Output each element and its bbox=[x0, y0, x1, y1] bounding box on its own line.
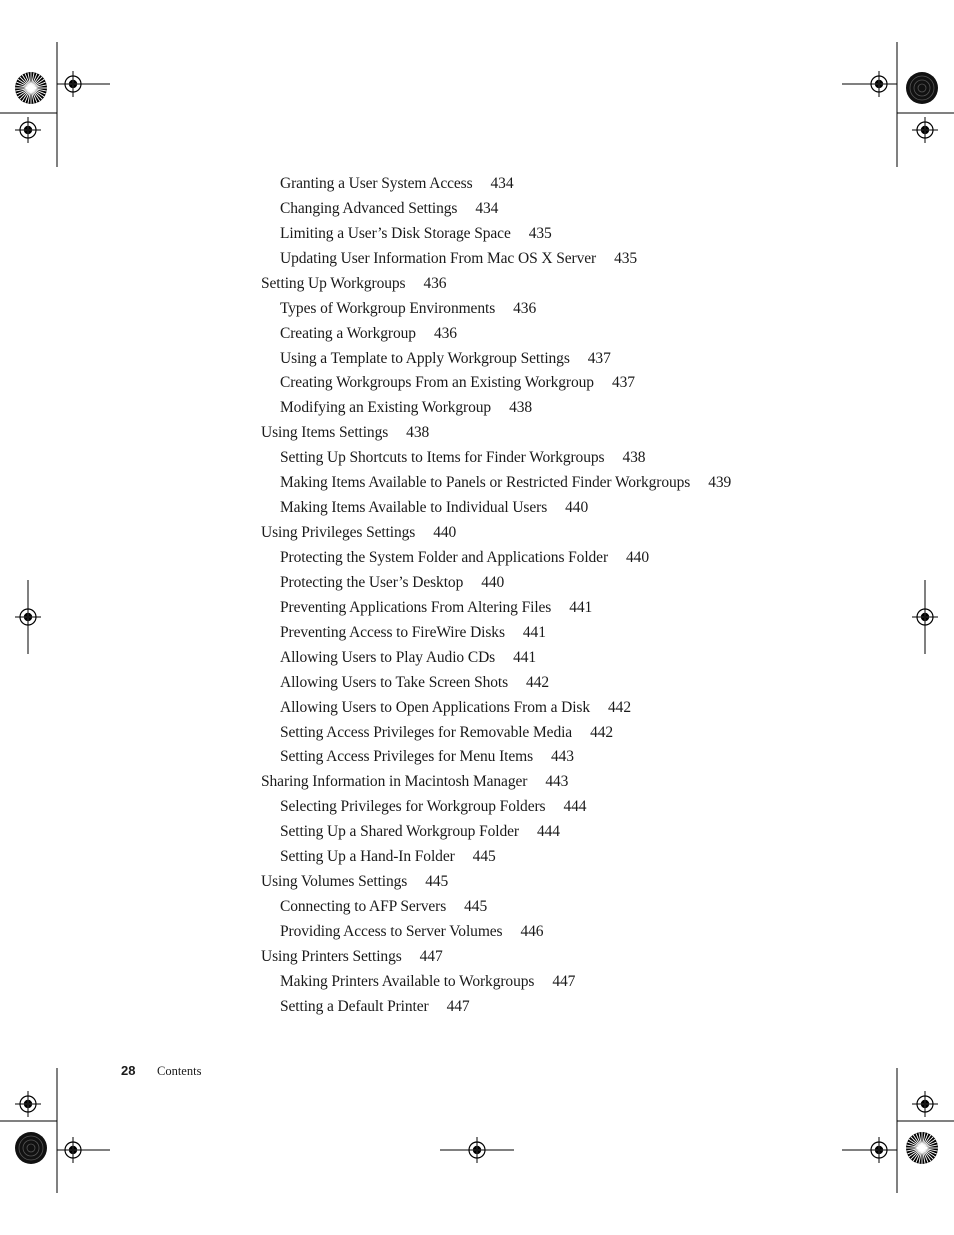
toc-entry-title: Setting Up a Hand-In Folder bbox=[280, 848, 455, 866]
toc-subsection-entry bbox=[280, 398, 532, 418]
toc-entry-page: 439 bbox=[708, 474, 732, 492]
toc-entry-page: 442 bbox=[590, 723, 614, 741]
toc-entry-page: 436 bbox=[513, 299, 537, 317]
toc-entry-page: 438 bbox=[509, 399, 533, 417]
toc-entry-page: 447 bbox=[446, 997, 470, 1015]
toc-subsection-entry bbox=[280, 972, 575, 992]
toc-subsection-entry bbox=[280, 997, 470, 1017]
toc-subsection-entry bbox=[280, 698, 631, 718]
toc-entry-title: Making Items Available to Individual Users bbox=[280, 499, 548, 517]
toc-subsection-entry bbox=[280, 349, 611, 369]
toc-entry-page: 436 bbox=[423, 274, 447, 292]
toc-subsection-entry bbox=[280, 822, 560, 842]
toc-subsection-entry bbox=[280, 249, 637, 269]
toc-entry-title: Granting a User System Access bbox=[280, 175, 473, 192]
toc-entry-page: 438 bbox=[406, 424, 430, 442]
toc-entry-page: 441 bbox=[522, 623, 546, 641]
toc-entry-title: Making Items Available to Panels or Restricted Finder Workgroups bbox=[280, 474, 691, 492]
footer-page-number: 28 bbox=[121, 1063, 136, 1078]
toc-entry-page: 445 bbox=[472, 848, 496, 866]
toc-entry-title: Using Volumes Settings bbox=[261, 873, 408, 890]
registration-mark-icon bbox=[912, 117, 938, 143]
toc-entry-page: 437 bbox=[587, 349, 611, 367]
toc-entry-title: Setting Up a Shared Workgroup Folder bbox=[280, 823, 519, 841]
toc-entry-title: Setting a Default Printer bbox=[280, 997, 429, 1015]
toc-entry-title: Protecting the User’s Desktop bbox=[280, 573, 464, 591]
color-wheel-icon bbox=[15, 1132, 47, 1164]
toc-subsection-entry bbox=[280, 573, 504, 593]
toc-entry-title: Setting Up Shortcuts to Items for Finder Workgroups bbox=[280, 449, 605, 467]
toc-section-entry bbox=[261, 772, 568, 792]
toc-subsection-entry bbox=[280, 598, 592, 618]
toc-entry-page: 444 bbox=[536, 823, 560, 841]
toc-entry-title: Protecting the System Folder and Applications Folder bbox=[280, 549, 609, 566]
toc-entry-page: 443 bbox=[551, 748, 574, 766]
toc-subsection-entry bbox=[280, 473, 731, 493]
toc-entry-title: Using Privileges Settings bbox=[261, 524, 416, 541]
toc-entry-title: Setting Access Privileges for Removable Media bbox=[280, 723, 573, 741]
toc-subsection-entry bbox=[280, 897, 487, 917]
toc-entry-page: 441 bbox=[569, 598, 593, 616]
toc-subsection-entry bbox=[280, 747, 574, 767]
registration-mark-icon bbox=[15, 117, 41, 143]
toc-entry-page: 440 bbox=[626, 549, 649, 566]
toc-entry-title: Allowing Users to Take Screen Shots bbox=[280, 673, 509, 691]
toc-subsection-entry bbox=[280, 922, 543, 942]
toc-entry-page: 442 bbox=[526, 673, 549, 691]
toc-section-entry bbox=[261, 872, 448, 892]
toc-entry-title: Providing Access to Server Volumes bbox=[280, 922, 503, 940]
toc-subsection-entry bbox=[280, 548, 649, 568]
toc-entry-title: Using Items Settings bbox=[261, 424, 389, 442]
toc-entry-page: 435 bbox=[528, 224, 552, 242]
toc-entry-page: 436 bbox=[433, 324, 457, 342]
toc-entry-page: 440 bbox=[565, 499, 589, 517]
color-wheel-icon bbox=[15, 72, 47, 104]
toc-entry-page: 446 bbox=[520, 922, 544, 940]
toc-entry-page: 434 bbox=[490, 175, 514, 192]
toc-entry-page: 440 bbox=[433, 524, 457, 541]
toc-subsection-entry bbox=[280, 174, 513, 194]
toc-entry-title: Types of Workgroup Environments bbox=[280, 299, 496, 317]
toc-section-entry bbox=[261, 523, 456, 543]
registration-mark-icon bbox=[912, 1091, 938, 1117]
toc-entry-page: 435 bbox=[614, 249, 638, 267]
footer-section-label: Contents bbox=[157, 1064, 202, 1078]
toc-entry-title: Using Printers Settings bbox=[261, 947, 402, 965]
toc-entry-title: Allowing Users to Open Applications From a Disk bbox=[280, 698, 591, 716]
toc-entry-page: 445 bbox=[464, 898, 488, 915]
toc-subsection-entry bbox=[280, 797, 586, 817]
toc-subsection-entry bbox=[280, 847, 496, 867]
toc-subsection-entry bbox=[280, 373, 635, 393]
toc-entry-title: Sharing Information in Macintosh Manager bbox=[261, 773, 528, 791]
toc-subsection-entry bbox=[280, 299, 536, 319]
toc-entry-page: 447 bbox=[419, 947, 443, 965]
toc-subsection-entry bbox=[280, 673, 549, 693]
toc-entry-page: 445 bbox=[425, 873, 449, 890]
toc-entry-title: Changing Advanced Settings bbox=[280, 199, 458, 217]
toc-entry-page: 434 bbox=[475, 199, 499, 217]
toc-entry-title: Connecting to AFP Servers bbox=[280, 898, 447, 915]
toc-subsection-entry bbox=[280, 224, 552, 244]
toc-entry-title: Making Printers Available to Workgroups bbox=[280, 972, 535, 990]
toc-subsection-entry bbox=[280, 648, 536, 668]
color-wheel-icon bbox=[906, 1132, 938, 1164]
toc-entry-title: Setting Access Privileges for Menu Items bbox=[280, 748, 533, 766]
toc-entry-title: Selecting Privileges for Workgroup Folders bbox=[280, 798, 546, 816]
toc-section-entry bbox=[261, 947, 443, 967]
toc-entry-title: Modifying an Existing Workgroup bbox=[280, 399, 492, 417]
toc-subsection-entry bbox=[280, 498, 588, 518]
toc-entry-title: Creating Workgroups From an Existing Workgroup bbox=[280, 374, 594, 392]
toc-entry-title: Creating a Workgroup bbox=[280, 324, 416, 342]
toc-entry-page: 438 bbox=[622, 449, 646, 467]
toc-subsection-entry bbox=[280, 324, 457, 344]
toc-entry-page: 441 bbox=[513, 648, 537, 666]
toc-entry-title: Preventing Access to FireWire Disks bbox=[280, 623, 505, 641]
toc-entry-page: 440 bbox=[481, 573, 505, 591]
toc-section-entry bbox=[261, 274, 446, 294]
toc-section-entry bbox=[261, 423, 429, 443]
toc-entry-title: Setting Up Workgroups bbox=[261, 274, 406, 292]
toc-subsection-entry bbox=[280, 723, 613, 743]
toc-subsection-entry bbox=[280, 199, 498, 219]
toc-entry-title: Updating User Information From Mac OS X Server bbox=[280, 249, 597, 267]
toc-entry-page: 443 bbox=[545, 773, 569, 791]
color-wheel-icon bbox=[906, 72, 938, 104]
toc-subsection-entry bbox=[280, 623, 546, 643]
registration-mark-icon bbox=[15, 1091, 41, 1117]
toc-entry-title: Preventing Applications From Altering Files bbox=[280, 598, 552, 616]
toc-entry-title: Allowing Users to Play Audio CDs bbox=[280, 648, 496, 666]
toc-entry-title: Limiting a User’s Disk Storage Space bbox=[280, 224, 511, 242]
toc-entry-page: 437 bbox=[611, 374, 635, 392]
toc-entry-page: 444 bbox=[563, 798, 587, 816]
toc-subsection-entry bbox=[280, 448, 645, 468]
toc-entry-page: 442 bbox=[608, 698, 631, 716]
toc-entry-page: 447 bbox=[552, 972, 576, 990]
toc-entry-title: Using a Template to Apply Workgroup Settings bbox=[280, 349, 570, 367]
